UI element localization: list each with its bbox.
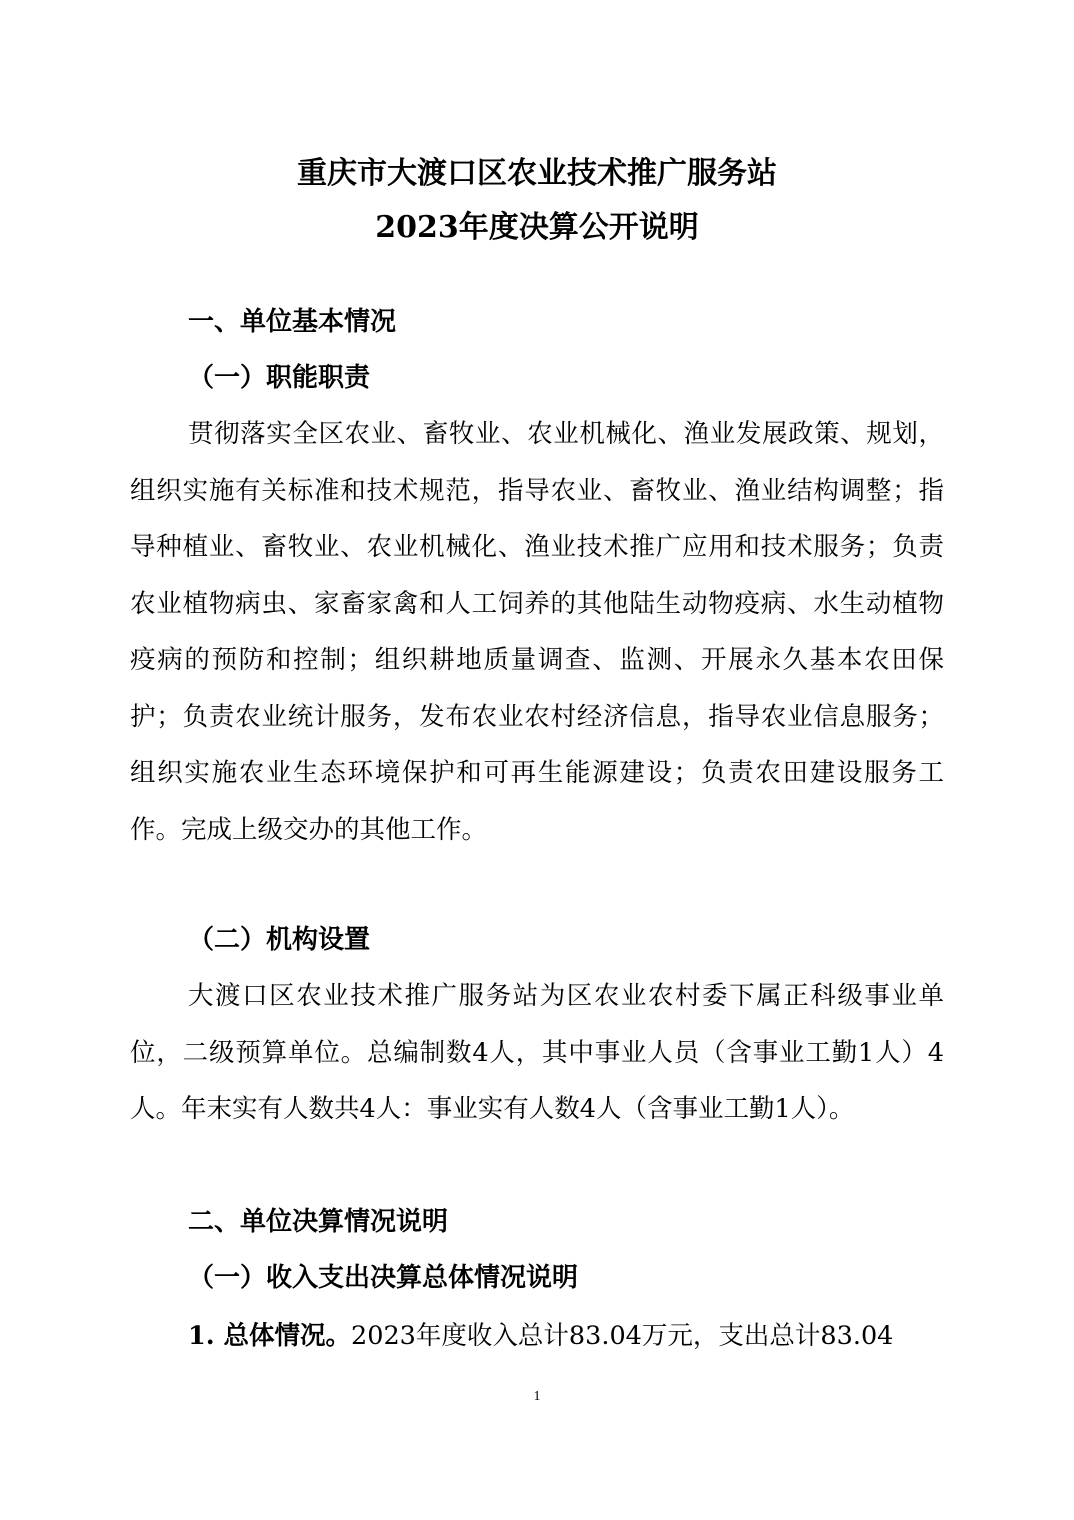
section1-heading: 一、单位基本情况 [188, 307, 397, 337]
overview-text: 2023年度收入总计83.04万元，支出总计83.04 [351, 1321, 894, 1351]
document-title-line2: 2023年度决算公开说明 [375, 210, 699, 245]
section1-subheading-organization: （二）机构设置 [188, 925, 371, 955]
section2-subheading-overview: （一）收入支出决算总体情况说明 [188, 1263, 579, 1293]
document-title-line1: 重庆市大渡口区农业技术推广服务站 [297, 156, 777, 191]
section2-paragraph-overview [188, 1320, 893, 1352]
overview-lead: 1. 总体情况。 [188, 1321, 351, 1351]
page-number: 1 [533, 1389, 541, 1404]
section1-subheading-duties: （一）职能职责 [188, 363, 371, 393]
section2-heading: 二、单位决算情况说明 [188, 1207, 449, 1237]
section1-paragraph-duties: 贯彻落实全区农业、畜牧业、农业机械化、渔业发展政策、规划，组织实施有关标准和技术规范，指导农业、畜牧业、渔业结构调整；指导种植业、畜牧业、农业机械化、渔业技术推广应用和技术服务；负责农业植物病虫、家畜家禽和人工饲养的其他陆生动物疫病、水生动植物疫病的预防和控制；组织耕地质量调查、监测、开展永久基本农田保护；负责农业统计服务，发布农业农村经济信息，指导农业信息服务；组织实施农业生态环境保护和可再生能源建设；负责农田建设服务工作。完成上级交办的其他工作。 [130, 419, 944, 845]
section1-paragraph-organization: 大渡口区农业技术推广服务站为区农业农村委下属正科级事业单位，二级预算单位。总编制数4人，其中事业人员（含事业工勤1人）4人。年末实有人数共4人：事业实有人数4人（含事业工勤1人）。 [130, 981, 944, 1124]
